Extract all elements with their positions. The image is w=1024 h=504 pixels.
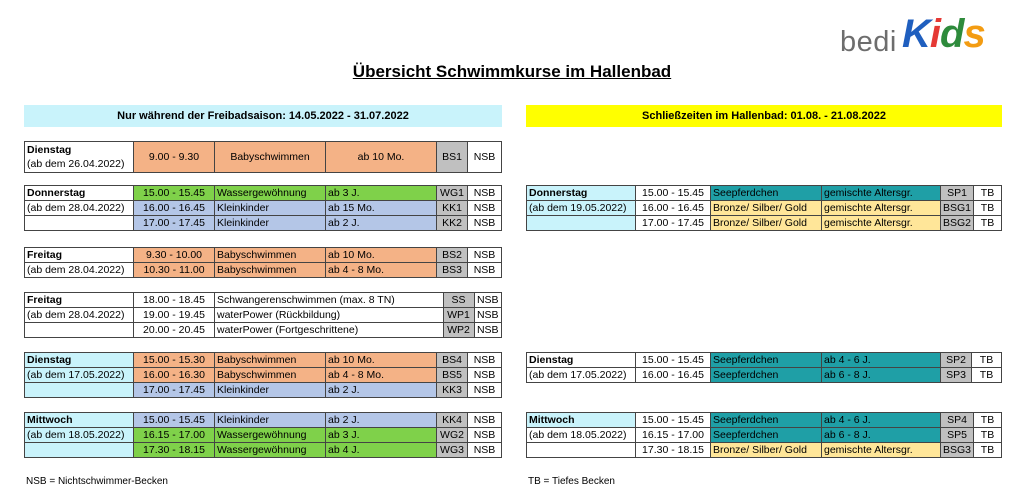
day-label: Dienstag (27, 144, 72, 156)
course-cell: Bronze/ Silber/ Gold (711, 443, 822, 458)
course-cell: Seepferdchen (711, 186, 822, 201)
day-label: Dienstag (527, 353, 636, 368)
day-since: (ab dem 18.05.2022) (25, 428, 134, 443)
bedikids-logo (838, 12, 1014, 58)
pool-cell: NSB (468, 201, 502, 216)
day-label: Donnerstag (527, 186, 636, 201)
time-cell: 9.30 - 10.00 (134, 248, 215, 263)
time-cell: 17.00 - 17.45 (134, 216, 215, 231)
age-cell: ab 2 J. (326, 216, 437, 231)
time-cell: 16.15 - 17.00 (134, 428, 215, 443)
course-cell: Babyschwimmen (215, 263, 326, 278)
day-since: (ab dem 28.04.2022) (25, 201, 134, 216)
age-cell: ab 4 - 6 J. (822, 413, 941, 428)
age-cell: ab 4 - 8 Mo. (326, 263, 437, 278)
day-since: (ab dem 28.04.2022) (25, 308, 134, 323)
course-cell: Babyschwimmen (215, 248, 326, 263)
schedule-block-dienstag-1 (24, 141, 502, 173)
pool-cell: NSB (468, 428, 502, 443)
course-cell: Seepferdchen (711, 428, 822, 443)
schedule-block-dienstag-2 (24, 352, 502, 398)
day-since: (ab dem 18.05.2022) (527, 428, 636, 443)
code-cell: SP3 (941, 368, 972, 383)
day-empty (25, 216, 134, 231)
code-cell: KK3 (437, 383, 468, 398)
time-cell: 17.30 - 18.15 (134, 443, 215, 458)
course-cell: waterPower (Rückbildung) (215, 308, 444, 323)
time-cell: 16.00 - 16.45 (134, 201, 215, 216)
code-cell: SS (443, 293, 474, 308)
course-cell: Wassergewöhnung (215, 443, 326, 458)
time-cell: 17.00 - 17.45 (636, 216, 711, 231)
day-since: (ab dem 28.04.2022) (25, 263, 134, 278)
age-cell: ab 4 - 6 J. (822, 353, 941, 368)
code-cell: WP2 (443, 323, 474, 338)
time-cell: 15.00 - 15.45 (134, 413, 215, 428)
age-cell: ab 2 J. (326, 413, 437, 428)
age-cell: ab 4 - 8 Mo. (326, 368, 437, 383)
schedule-block-mittwoch (24, 412, 502, 458)
pool-cell: NSB (468, 368, 502, 383)
pool-cell: TB (974, 443, 1002, 458)
day-cell (25, 142, 134, 173)
course-cell: waterPower (Fortgeschrittene) (215, 323, 444, 338)
time-cell: 17.00 - 17.45 (134, 383, 215, 398)
time-cell: 9.00 - 9.30 (134, 142, 215, 173)
pool-cell: TB (974, 216, 1002, 231)
pool-cell: NSB (468, 443, 502, 458)
day-label: Freitag (25, 248, 134, 263)
logo-letter: d (940, 12, 964, 56)
course-cell: Bronze/ Silber/ Gold (711, 216, 822, 231)
pool-cell: NSB (468, 186, 502, 201)
code-cell: SP2 (941, 353, 972, 368)
schedule-block-donnerstag (24, 185, 502, 231)
season-banner-freibad: Nur während der Freibadsaison: 14.05.2022 - 31.07.2022 (24, 105, 502, 127)
course-cell: Seepferdchen (711, 353, 822, 368)
age-cell: ab 10 Mo. (326, 353, 437, 368)
code-cell: WP1 (443, 308, 474, 323)
course-cell: Kleinkinder (215, 383, 326, 398)
day-since: (ab dem 26.04.2022) (27, 158, 125, 170)
pool-cell: TB (972, 368, 1002, 383)
pool-cell: NSB (468, 216, 502, 231)
pool-cell: NSB (474, 323, 502, 338)
course-cell: Kleinkinder (215, 216, 326, 231)
logo-kids (902, 12, 985, 57)
age-cell: gemischte Altersgr. (822, 201, 941, 216)
age-cell: gemischte Altersgr. (822, 186, 941, 201)
logo-prefix: bedi (840, 26, 897, 58)
schedule-block-freitag-1 (24, 247, 502, 278)
course-cell: Bronze/ Silber/ Gold (711, 201, 822, 216)
schedule-block-freitag-2 (24, 292, 502, 338)
day-label: Dienstag (25, 353, 134, 368)
time-cell: 15.00 - 15.45 (636, 186, 711, 201)
pool-cell: TB (974, 413, 1002, 428)
day-label: Freitag (25, 293, 134, 308)
time-cell: 16.15 - 17.00 (636, 428, 711, 443)
pool-cell: NSB (468, 383, 502, 398)
course-cell: Babyschwimmen (215, 142, 326, 173)
code-cell: WG2 (437, 428, 468, 443)
day-label: Donnerstag (25, 186, 134, 201)
age-cell: gemischte Altersgr. (822, 216, 941, 231)
course-cell: Schwangerenschwimmen (max. 8 TN) (215, 293, 444, 308)
time-cell: 16.00 - 16.45 (636, 368, 711, 383)
time-cell: 18.00 - 18.45 (134, 293, 215, 308)
course-cell: Kleinkinder (215, 201, 326, 216)
course-cell: Babyschwimmen (215, 353, 326, 368)
time-cell: 15.00 - 15.45 (636, 413, 711, 428)
code-cell: BSG1 (941, 201, 974, 216)
code-cell: BS1 (437, 142, 468, 173)
age-cell: ab 15 Mo. (326, 201, 437, 216)
age-cell: ab 10 Mo. (326, 142, 437, 173)
time-cell: 15.00 - 15.45 (636, 353, 711, 368)
code-cell: BS3 (437, 263, 468, 278)
time-cell: 15.00 - 15.30 (134, 353, 215, 368)
age-cell: ab 2 J. (326, 383, 437, 398)
code-cell: BS2 (437, 248, 468, 263)
season-banner-closure: Schließzeiten im Hallenbad: 01.08. - 21.08.2022 (526, 105, 1002, 127)
logo-letter: i (929, 12, 941, 56)
code-cell: SP4 (941, 413, 974, 428)
time-cell: 10.30 - 11.00 (134, 263, 215, 278)
age-cell: ab 3 J. (326, 186, 437, 201)
course-cell: Kleinkinder (215, 413, 326, 428)
schedule-block-dienstag-closure (526, 352, 1002, 383)
age-cell: ab 4 J. (326, 443, 437, 458)
code-cell: WG1 (437, 186, 468, 201)
day-since: (ab dem 17.05.2022) (527, 368, 636, 383)
time-cell: 17.30 - 18.15 (636, 443, 711, 458)
code-cell: BS5 (437, 368, 468, 383)
code-cell: WG3 (437, 443, 468, 458)
code-cell: SP5 (941, 428, 974, 443)
course-cell: Seepferdchen (711, 413, 822, 428)
day-empty (25, 443, 134, 458)
pool-cell: NSB (474, 293, 502, 308)
pool-cell: NSB (468, 248, 502, 263)
day-empty (25, 323, 134, 338)
code-cell: SP1 (941, 186, 974, 201)
logo-letter: K (902, 12, 930, 56)
code-cell: BSG3 (941, 443, 974, 458)
age-cell: gemischte Altersgr. (822, 443, 941, 458)
page-title: Übersicht Schwimmkurse im Hallenbad (352, 62, 672, 81)
legend-nsb: NSB = Nichtschwimmer-Becken (26, 476, 168, 487)
pool-cell: NSB (468, 353, 502, 368)
code-cell: BS4 (437, 353, 468, 368)
code-cell: KK4 (437, 413, 468, 428)
course-cell: Wassergewöhnung (215, 428, 326, 443)
day-empty (527, 216, 636, 231)
pool-cell: NSB (468, 142, 502, 173)
age-cell: ab 6 - 8 J. (822, 428, 941, 443)
day-empty (527, 443, 636, 458)
legend-tb: TB = Tiefes Becken (528, 476, 615, 487)
pool-cell: TB (974, 186, 1002, 201)
logo-letter: s (963, 12, 985, 56)
schedule-block-mittwoch-closure (526, 412, 1002, 458)
time-cell: 15.00 - 15.45 (134, 186, 215, 201)
day-since: (ab dem 17.05.2022) (25, 368, 134, 383)
pool-cell: TB (974, 201, 1002, 216)
code-cell: BSG2 (941, 216, 974, 231)
course-cell: Seepferdchen (711, 368, 822, 383)
time-cell: 16.00 - 16.30 (134, 368, 215, 383)
time-cell: 20.00 - 20.45 (134, 323, 215, 338)
day-empty (25, 383, 134, 398)
day-label: Mittwoch (25, 413, 134, 428)
code-cell: KK2 (437, 216, 468, 231)
age-cell: ab 6 - 8 J. (822, 368, 941, 383)
pool-cell: TB (974, 428, 1002, 443)
day-since: (ab dem 19.05.2022) (527, 201, 636, 216)
time-cell: 16.00 - 16.45 (636, 201, 711, 216)
code-cell: KK1 (437, 201, 468, 216)
time-cell: 19.00 - 19.45 (134, 308, 215, 323)
day-label: Mittwoch (527, 413, 636, 428)
age-cell: ab 10 Mo. (326, 248, 437, 263)
pool-cell: TB (972, 353, 1002, 368)
pool-cell: NSB (468, 263, 502, 278)
age-cell: ab 3 J. (326, 428, 437, 443)
pool-cell: NSB (468, 413, 502, 428)
course-cell: Babyschwimmen (215, 368, 326, 383)
schedule-block-donnerstag-closure (526, 185, 1002, 231)
course-cell: Wassergewöhnung (215, 186, 326, 201)
pool-cell: NSB (474, 308, 502, 323)
